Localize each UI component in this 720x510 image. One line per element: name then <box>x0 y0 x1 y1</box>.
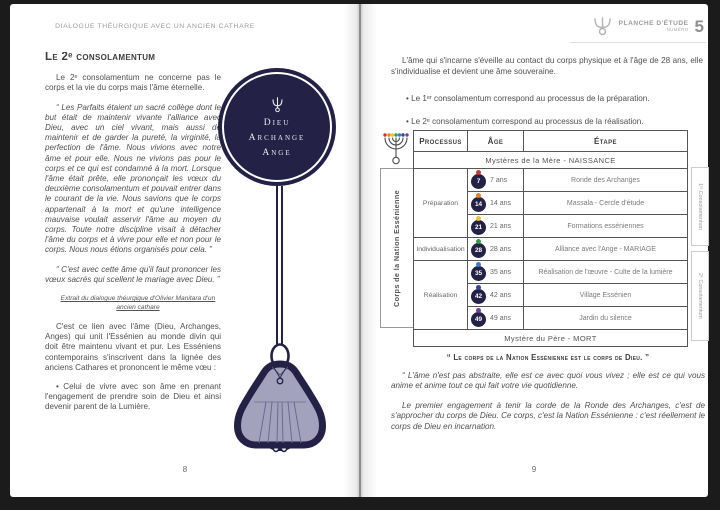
open-book <box>10 4 708 497</box>
step-cell: Formations esséniennes <box>524 215 688 238</box>
age-cell: 35 35 ans <box>468 261 524 284</box>
birth-row <box>414 152 688 169</box>
chakra-dot <box>476 170 481 175</box>
planche-subtitle: NUMÉRO <box>666 27 689 32</box>
menorah-icon <box>381 128 411 166</box>
planche-title: PLANCHE D'ÉTUDE <box>618 20 689 27</box>
chakra-dot <box>476 239 481 244</box>
col-header-age: Âge <box>468 131 524 152</box>
process-individualisation: Individualisation <box>414 238 468 261</box>
age-badge: 14 <box>471 197 486 212</box>
paragraph-lien: C'est ce lien avec l'âme (Dieu, Archanges, Anges) qui unit l'Essénien au monde divin qui doit être maintenu vivant et pur. Les Esséniens contemporains s'inscrivent dans la lignée des anciens Cathares et prononcent le même vœu : <box>45 322 221 372</box>
planche-label-block <box>619 20 689 32</box>
age-badge: 42 <box>471 289 486 304</box>
essene-flame-icon <box>592 15 613 37</box>
chakra-dot <box>476 262 481 267</box>
study-table <box>413 130 688 347</box>
bullet-first-consolamentum: • Le 1ᵉʳ consolamentum correspond au processus de la préparation. <box>406 94 650 103</box>
step-cell: Alliance avec l'Ange - MARIAGE <box>524 238 688 261</box>
closing-quotes <box>391 353 705 441</box>
death-cell: Mystère du Père - MORT <box>414 330 688 347</box>
step-cell: Jardin du silence <box>524 307 688 330</box>
bullet-second-consolamentum: • Le 2ᵉ consolamentum correspond au processus de la réalisation. <box>406 117 644 126</box>
quote-attribution: Extrait du dialogue théurgique d'Olivier Manitara d'un ancien cathare <box>60 295 216 312</box>
first-consolamentum-bracket: 1ᵉʳ Consolamentum <box>691 167 709 246</box>
corps-nation-label: Corps de la Nation Essénienne <box>380 168 414 328</box>
right-running-header <box>586 15 704 37</box>
left-running-header: DIALOGUE THÉURGIQUE AVEC UN ANCIEN CATHARE <box>55 23 255 30</box>
table-row <box>414 169 688 192</box>
chakra-dot <box>476 216 481 221</box>
age-cell: 21 21 ans <box>468 215 524 238</box>
circle-word-ange: Ange <box>262 148 292 158</box>
quote-parfaits: “ Les Parfaits étaient un sacré collège dont le but était de maintenir vivante l'alliance avec Dieu, avec un ciel vivant, mais aussi de maintenir et de garder la pureté, la virginité, la perfection de l'âme. Nous vivions avec notre âme et pour elle. Nous ne vivions pas pour le corps et ce qui est condamné à la mort. Lorsque l'âme était prête, elle prononçait les vœux du deuxième consolamentum et pouvait entrer dans le courant de la vie. Nous savions que le corps appartenait à la mort et qu'une intelligence mauvaise voulait asservir l'âme au moyen du corps. Toute notre discipline visait à détacher l'âme du corps et à vivre pour elle et non pour le corps. Nous nous étions organisés pour cela. ” <box>45 102 221 255</box>
step-cell: Ronde des Archanges <box>524 169 688 192</box>
second-consolamentum-bracket: 2ᵉ Consolamentum <box>691 251 709 341</box>
age-badge: 35 <box>471 266 486 281</box>
robed-figure-illustration <box>220 342 340 458</box>
age-cell: 7 7 ans <box>468 169 524 192</box>
planche-number: 5 <box>694 16 704 36</box>
quote-corps-de-dieu: “ Le corps de la Nation Essénienne est le corps de Dieu. ” <box>446 353 650 362</box>
birth-cell: Mystères de la Mère - NAISSANCE <box>414 152 688 169</box>
table-row <box>414 238 688 261</box>
trident-icon <box>271 96 284 113</box>
col-header-processus: Processus <box>414 131 468 152</box>
chakra-dot <box>476 285 481 290</box>
bullet-voeu: • Celui de vivre avec son âme en prenant l'engagement de prendre soin de Dieu et ainsi devenir parent de la Lumière. <box>45 382 221 412</box>
table-header-row <box>414 131 688 152</box>
quote-ame: “ C'est avec cette âme qu'il faut prononcer les vœux sacrés qui scellent le mariage avec Dieu. ” <box>45 264 221 284</box>
left-text-column <box>45 52 221 460</box>
paragraph-intro: Le 2ᵉ consolamentum ne concerne pas le corps et la vie du corps mais l'âme éternelle. <box>45 73 221 93</box>
age-badge: 28 <box>471 243 486 258</box>
age-badge: 7 <box>471 174 486 189</box>
quote-ame-abstraite: “ L'âme n'est pas abstraite, elle est ce avec quoi vous vivez ; elle est ce qui vous anime et anime tout ce qui fait votre vie quotidienne. <box>391 371 705 391</box>
death-row <box>414 330 688 347</box>
circle-word-dieu: Dieu <box>263 118 291 128</box>
age-cell: 14 14 ans <box>468 192 524 215</box>
step-cell: Massala - Cercle d'étude <box>524 192 688 215</box>
process-realisation: Réalisation <box>414 261 468 330</box>
step-cell: Réalisation de l'œuvre - Culte de la lumière <box>524 261 688 284</box>
right-page-number: 9 <box>531 465 537 474</box>
chakra-dot <box>476 308 481 313</box>
circle-word-archange: Archange <box>248 133 306 143</box>
process-preparation: Préparation <box>414 169 468 238</box>
age-cell: 28 28 ans <box>468 238 524 261</box>
book-spine-line <box>359 4 361 497</box>
header-rule <box>570 42 706 43</box>
connection-cord <box>276 186 283 348</box>
closing-paragraph: Le premier engagement à tenir la corde de la Ronde des Archanges, c'est de s'approcher du corps de Dieu. Ce corps, c'est la Nation Essénienne : c'est réellement le corps de Dieu en incarnation. <box>391 400 705 431</box>
left-page-number: 8 <box>182 465 188 474</box>
table-row <box>414 261 688 284</box>
section-title: Le 2ᵉ consolamentum <box>45 52 156 63</box>
age-badge: 49 <box>471 312 486 327</box>
chakra-dot <box>476 193 481 198</box>
age-badge: 21 <box>471 220 486 235</box>
age-cell: 49 49 ans <box>468 307 524 330</box>
hierarchy-circle <box>222 72 332 182</box>
intro-paragraph: L'âme qui s'incarne s'éveille au contact du corps physique et à l'âge de 28 ans, elle s'individualise et devient une âme souveraine. <box>391 56 703 76</box>
col-header-etape: Étape <box>524 131 688 152</box>
step-cell: Village Essénien <box>524 284 688 307</box>
age-cell: 42 42 ans <box>468 284 524 307</box>
